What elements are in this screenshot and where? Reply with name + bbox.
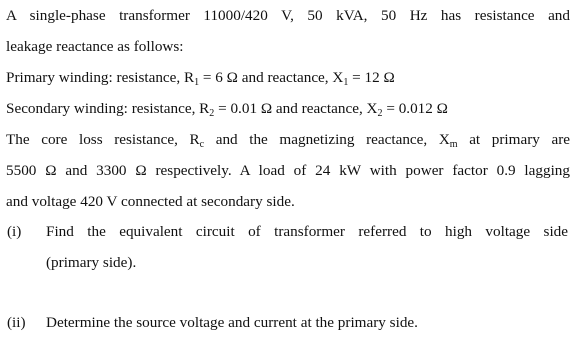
secondary-text-b: = 0.01 Ω and reactance, X [214, 100, 378, 117]
core-text-a: The core loss resistance, R [6, 131, 200, 148]
problem-line-1: A single-phase transformer 11000/420 V, 50 kVA, 50 Hz has resistance and [6, 7, 570, 24]
problem-line-2: leakage reactance as follows: [6, 38, 184, 55]
question-1-line-2: (primary side). [46, 254, 137, 271]
primary-sub-x: 1 [343, 77, 349, 88]
secondary-text-a: Secondary winding: resistance, R [6, 100, 210, 117]
question-2-line-1: Determine the source voltage and current at the primary side. [46, 314, 418, 331]
secondary-text-c: = 0.012 Ω [382, 100, 448, 117]
primary-winding-line [6, 68, 395, 88]
primary-text-a: Primary winding: resistance, R [6, 69, 195, 86]
core-sub-m: m [449, 139, 458, 150]
core-sub-c: c [199, 139, 205, 150]
problem-line-6: 5500 Ω and 3300 Ω respectively. A load of 24 kW with power factor 0.9 lagging [6, 162, 570, 179]
primary-text-b: = 6 Ω and reactance, X [199, 69, 344, 86]
secondary-winding-line [6, 99, 448, 119]
core-loss-line [6, 130, 570, 150]
core-text-b: and the magnetizing reactance, X [204, 131, 450, 148]
question-2-number: (ii) [7, 314, 26, 331]
secondary-sub-r: 2 [209, 108, 215, 119]
primary-sub-r: 1 [194, 77, 200, 88]
primary-text-c: = 12 Ω [348, 69, 395, 86]
secondary-sub-x: 2 [377, 108, 383, 119]
core-text-c: at primary are [457, 131, 570, 148]
problem-line-7: and voltage 420 V connected at secondary side. [6, 193, 295, 210]
question-1-line-1: Find the equivalent circuit of transformer referred to high voltage side [46, 223, 568, 240]
question-1-number: (i) [7, 223, 22, 240]
